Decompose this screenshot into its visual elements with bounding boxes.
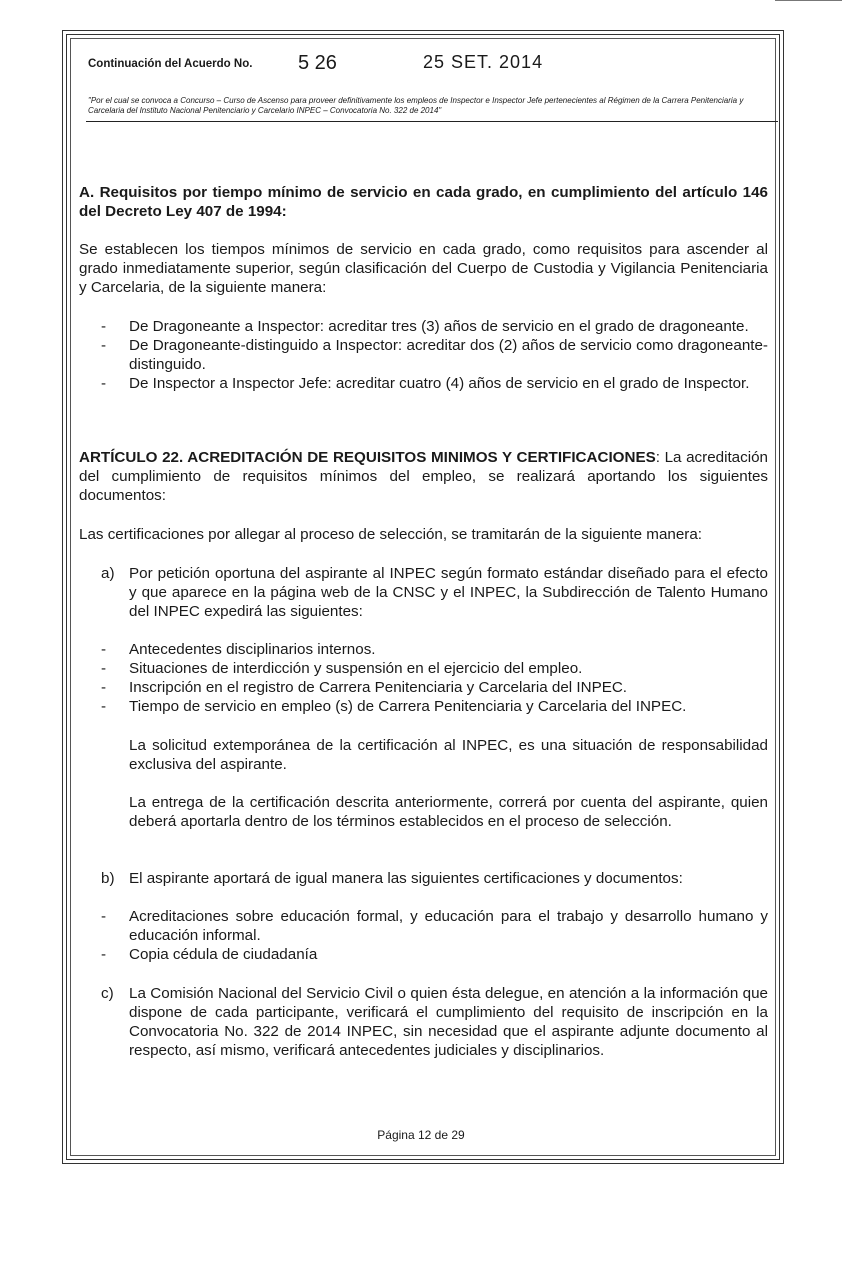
article-22-paragraph	[79, 448, 768, 505]
scan-edge-line	[775, 0, 842, 1]
section-a-list	[101, 317, 768, 393]
section-a-heading: A. Requisitos por tiempo mínimo de servicio en cada grado, en cumplimiento del artículo 146 del Decreto Ley 407 de 1994:	[79, 184, 768, 220]
list-b	[101, 907, 768, 964]
list-item: - De Dragoneante-distinguido a Inspector: acreditar dos (2) años de servicio como dragoneante-distinguido.	[101, 337, 768, 373]
item-a: a) Por petición oportuna del aspirante al INPEC según formato estándar diseñado para el efecto y que aparece en la página web de la CNSC y el INPEC, la Subdirección de Talento Humano del INPEC expedirá las siguientes:	[101, 565, 768, 620]
page-number: Página 12 de 29	[377, 1128, 465, 1142]
list-item: - Inscripción en el registro de Carrera Penitenciaria y Carcelaria del INPEC.	[101, 679, 628, 696]
header-divider	[86, 121, 778, 122]
section-a-intro: Se establecen los tiempos mínimos de servicio en cada grado, como requisitos para ascender al grado inmediatamente superior, según clasificación del Cuerpo de Custodia y Vigilancia Penitenciaria y Carcelaria, de la siguiente manera:	[79, 241, 768, 296]
document-header	[88, 50, 768, 90]
item-c: c) La Comisión Nacional del Servicio Civil o quien ésta delegue, en atención a la información que dispone de cada participante, verificará el cumplimiento del requisito de inscripción en la Convocatoria No. 322 de 2014 INPEC, sin necesidad que el aspirante adjunte documento al respecto, así mismo, verificará antecedentes judiciales y disciplinarios.	[101, 985, 768, 1059]
list-item: - Acreditaciones sobre educación formal, y educación para el trabajo y desarrollo humano y educación informal.	[101, 908, 768, 944]
article-22-title: ARTÍCULO 22. ACREDITACIÓN DE REQUISITOS MINIMOS Y CERTIFICACIONES	[79, 449, 656, 466]
list-item: - De Dragoneante a Inspector: acreditar tres (3) años de servicio en el grado de dragoneante.	[101, 318, 749, 335]
certifications-intro: Las certificaciones por allegar al proceso de selección, se tramitarán de la siguiente manera:	[79, 526, 703, 543]
list-item: - Situaciones de interdicción y suspensión en el ejercicio del empleo.	[101, 660, 583, 677]
list-item: - De Inspector a Inspector Jefe: acreditar cuatro (4) años de servicio en el grado de Inspector.	[101, 375, 750, 392]
paragraph-delivery: La entrega de la certificación descrita anteriormente, correrá por cuenta del aspirante, quien deberá aportarla dentro de los términos establecidos en el proceso de selección.	[129, 794, 768, 830]
agreement-number: 5 26	[298, 52, 337, 74]
header-subtitle: "Por el cual se convoca a Concurso – Curso de Ascenso para proveer definitivamente los empleos de Inspector e Inspector Jefe pertenecientes al Régimen de la Carrera Penitenciaria y Carcelaria del Instituto Nacional Penitenciario y Carcelario INPEC – Convocatoria No. 322 de 2014"	[88, 96, 744, 115]
item-b: b) El aspirante aportará de igual manera las siguientes certificaciones y documentos:	[101, 870, 683, 887]
list-item: - Tiempo de servicio en empleo (s) de Carrera Penitenciaria y Carcelaria del INPEC.	[101, 698, 687, 715]
header-label: Continuación del Acuerdo No.	[88, 58, 253, 70]
list-item: - Copia cédula de ciudadanía	[101, 946, 318, 963]
paragraph-extemporaneous: La solicitud extemporánea de la certificación al INPEC, es una situación de responsabilidad exclusiva del aspirante.	[129, 737, 768, 773]
article-22-text: : La acreditación del cumplimiento de requisitos mínimos del empleo, se realizará aportando los siguientes documentos:	[79, 449, 768, 504]
list-item: - Antecedentes disciplinarios internos.	[101, 641, 376, 658]
list-a	[101, 640, 768, 716]
agreement-date-stamp: 25 SET. 2014	[423, 52, 544, 72]
